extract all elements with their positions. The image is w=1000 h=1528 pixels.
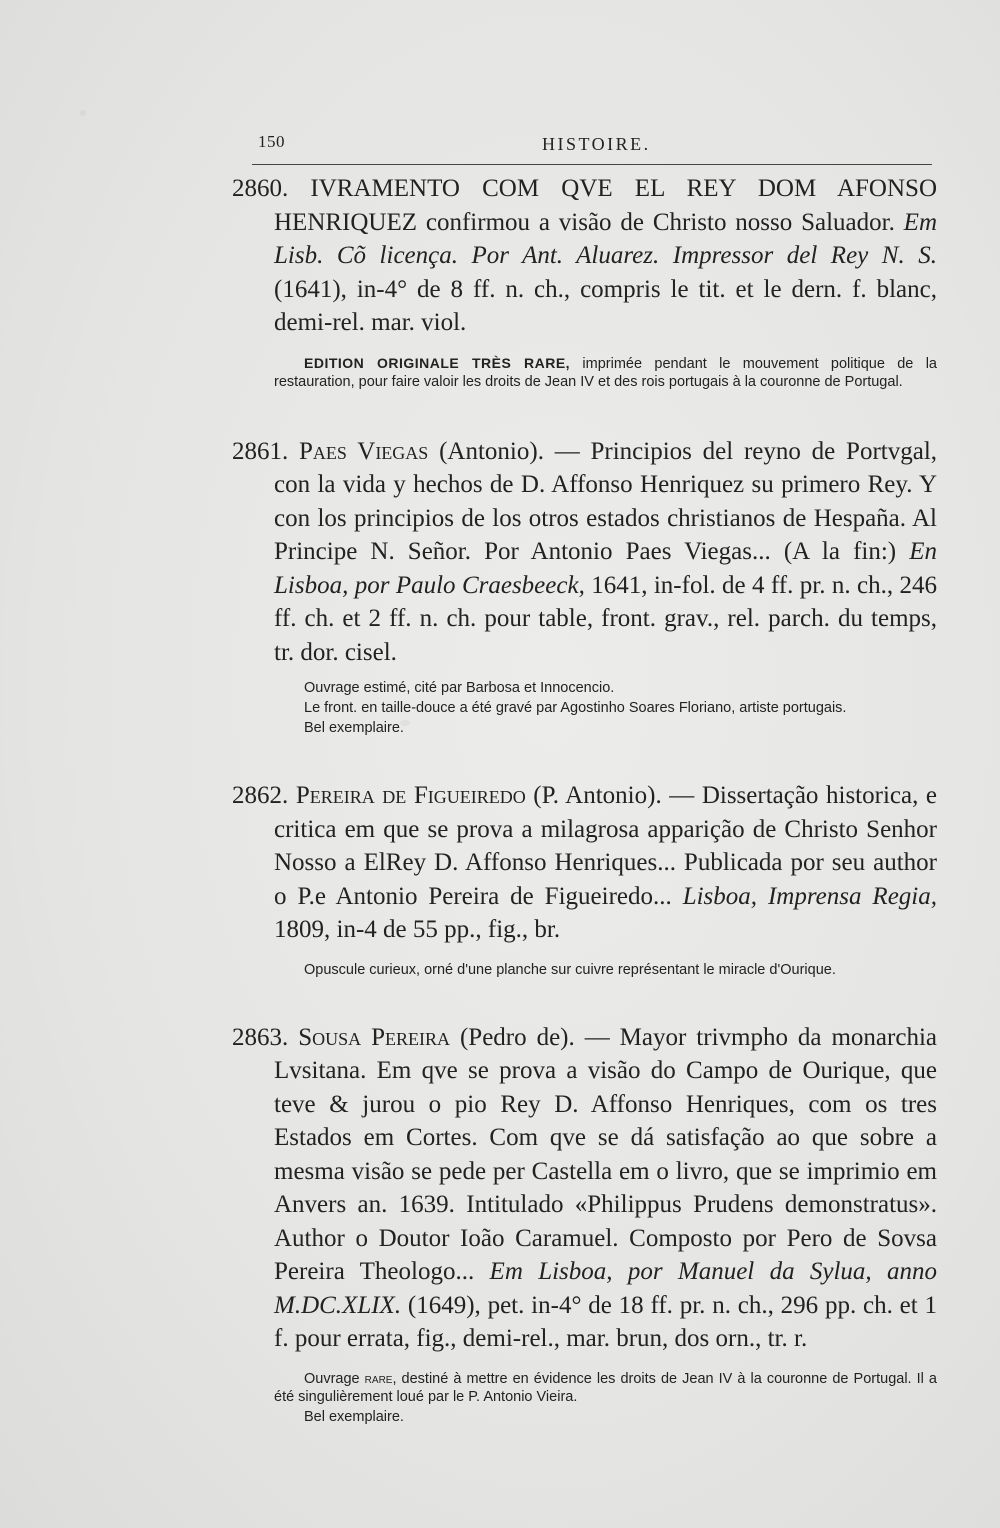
- note-lead: Ouvrage: [304, 1370, 365, 1387]
- entry-description: [232, 779, 937, 947]
- entry-number: 2863.: [232, 1023, 289, 1051]
- note-paragraph: [274, 1370, 937, 1406]
- page-number: 150: [258, 132, 285, 151]
- entry-number: 2861.: [232, 437, 289, 465]
- entry-number: 2860.: [232, 175, 289, 202]
- catalogue-entry: [232, 172, 937, 391]
- entry-imprint: Em Lisb. Cõ licença. Por Ant. Aluarez. Impressor del Rey N. S.: [274, 208, 937, 269]
- entry-note: [232, 1370, 937, 1426]
- entry-heading: Paes Viegas: [299, 437, 429, 465]
- note-paragraph: Opuscule curieux, orné d'une planche sur cuivre représentant le miracle d'Ourique.: [304, 961, 836, 978]
- entry-number: 2862.: [232, 782, 289, 809]
- running-title: HISTOIRE.: [542, 134, 651, 154]
- catalogue-entry: [232, 435, 937, 738]
- catalogue-entry: [232, 779, 937, 979]
- page-header: [252, 130, 932, 165]
- entry-title: (Pedro de). — Mayor trivmpho da monarchia Lvsitana. Em qve se prova a visão do Campo de Ourique, que teve & jurou o pio Rey D. Affonso Henriques, com os tres Estados em Cortes. Com qve se dá satisfação ao que sobre a mesma visão se pede per Castella em o livro, que se imprimio em Anvers an. 1639. Intitulado «Philippus Prudens demonstratus». Author o Doutor Ioão Caramuel. Composto por Pero de Sovsa Pereira Theologo...: [274, 1023, 937, 1285]
- note-paragraph: Ouvrage estimé, cité par Barbosa et Innocencio.: [304, 680, 615, 696]
- note-paragraph: Le front. en taille-douce a été gravé par Agostinho Soares Floriano, artiste portugais.: [304, 700, 847, 716]
- entry-description: [232, 435, 937, 670]
- catalogue-entries: [232, 172, 937, 1460]
- paper-stain: [80, 110, 86, 116]
- note-text: imprimée pendant le mouvement politique de la restauration, pour faire valoir les droits de Jean IV et des rois portugais à la couronne de Portugal.: [274, 355, 937, 390]
- entry-imprint: En Lisboa, por Paulo Craesbeeck,: [274, 538, 937, 599]
- note-rare-mark: rare: [364, 1370, 393, 1387]
- note-paragraph: [274, 354, 937, 391]
- entry-imprint: Lisboa, Imprensa Regia,: [682, 882, 937, 910]
- entry-heading: Sousa Pereira: [298, 1023, 450, 1051]
- entry-heading: Pereira de Figueiredo: [295, 782, 526, 809]
- entry-description: [232, 1021, 937, 1356]
- entry-collation: 1809, in-4 de 55 pp., fig., br.: [274, 916, 561, 943]
- note-text: , destiné à mettre en évidence les droits de Jean IV à la couronne de Portugal. Il a été singulièrement loué par le P. Antonio Vieira.: [274, 1370, 937, 1405]
- entry-collation: 1641, in-fol. de 4 ff. pr. n. ch., 246 ff. ch. et 2 ff. n. ch. pour table, front. grav., rel. parch. du temps, tr. dor. cisel.: [274, 571, 937, 666]
- entry-imprint: Em Lisboa, por Manuel da Sylua, anno M.DC.XLIX.: [274, 1258, 937, 1319]
- entry-collation: (1641), in-4° de 8 ff. n. ch., compris le tit. et le dern. f. blanc, demi-rel. mar. viol.: [274, 275, 937, 336]
- entry-title: confirmou a visão de Christo nosso Saluador.: [417, 208, 904, 236]
- entry-collation: (1649), pet. in-4° de 18 ff. pr. n. ch., 296 pp. ch. et 1 f. pour errata, fig., demi-rel., mar. brun, dos orn., tr. r.: [274, 1291, 937, 1352]
- entry-note: [232, 679, 937, 737]
- note-paragraph: Bel exemplaire.: [304, 720, 404, 736]
- entry-heading: IVRAMENTO COM QVE EL REY DOM AFONSO HENRIQUEZ: [274, 175, 937, 236]
- entry-title: (Antonio). — Principios del reyno de Portvgal, con la vida y hechos de D. Affonso Henriquez su primero Rey. Y con los principios de los otros estados christianos de Hespaña. Al Principe N. Señor. Por Antonio Paes Viegas... (A la fin:): [274, 437, 938, 565]
- note-emphasis: EDITION ORIGINALE TRÈS RARE,: [304, 354, 571, 371]
- entry-title: (P. Antonio). — Dissertação historica, e critica em que se prova a milagrosa apparição de Christo Senhor Nosso a ElRey D. Affonso Henriques... Publicada por seu author o P.e Antonio Pereira de Figueiredo...: [274, 782, 937, 910]
- catalogue-entry: [232, 1021, 937, 1426]
- entry-note: [232, 354, 937, 391]
- entry-description: [232, 172, 937, 340]
- note-paragraph: Bel exemplaire.: [304, 1408, 404, 1425]
- entry-note: [232, 961, 937, 979]
